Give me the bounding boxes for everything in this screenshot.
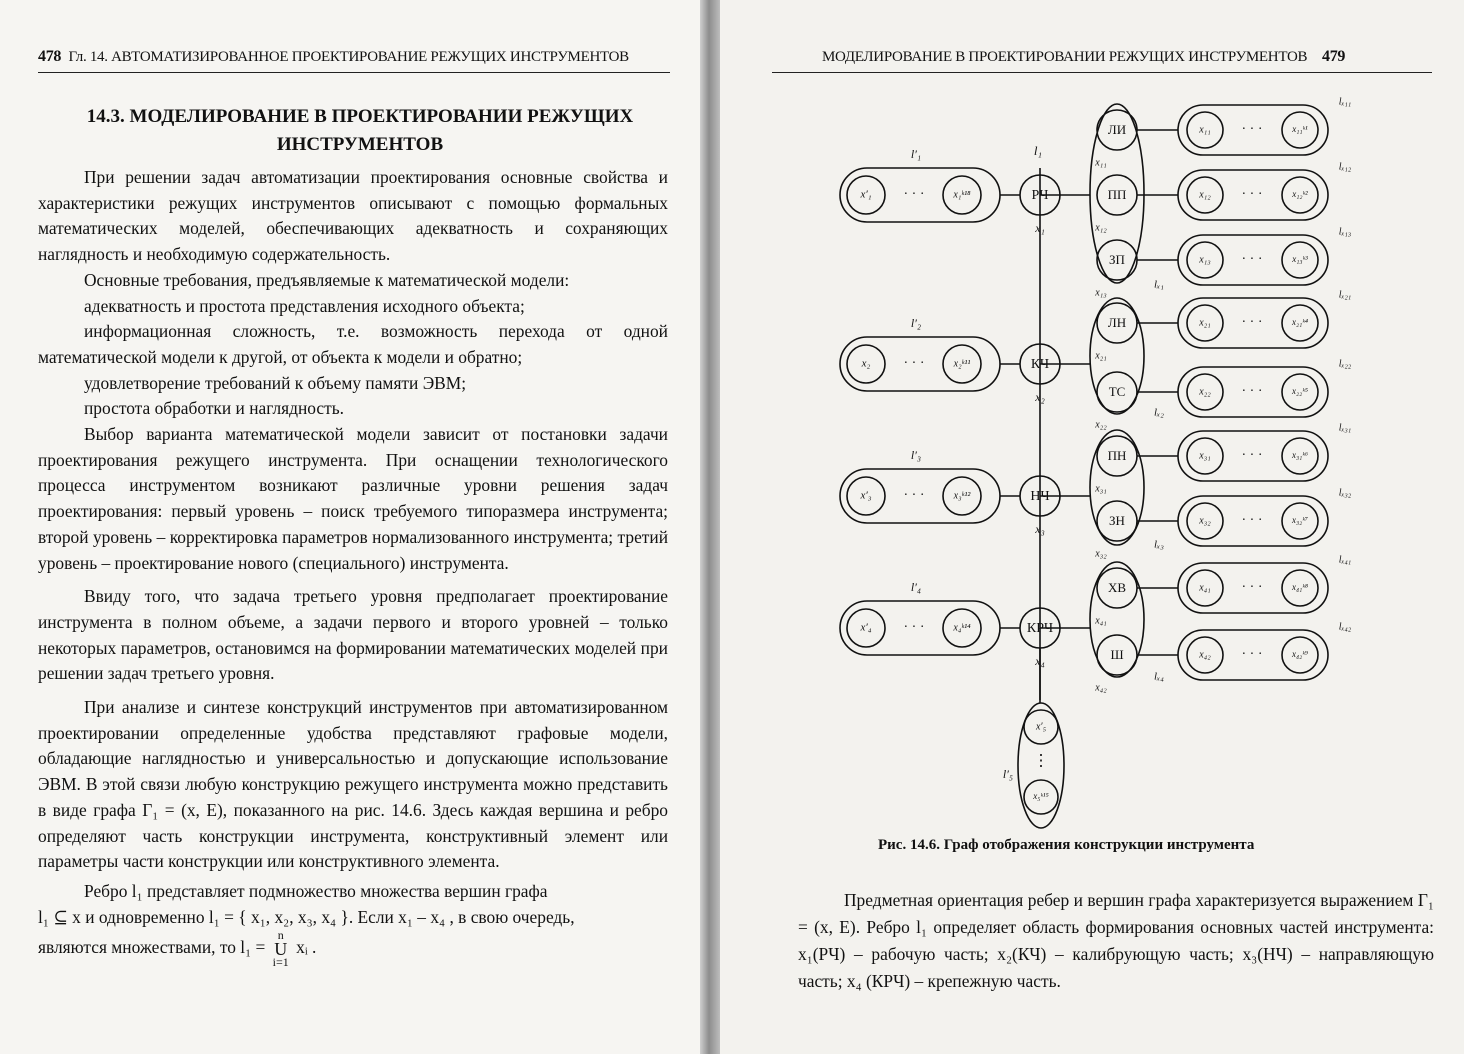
sub-node-x-label: x₂₂ xyxy=(1095,419,1107,431)
right-running-head-text: МОДЕЛИРОВАНИЕ В ПРОЕКТИРОВАНИИ РЕЖУЩИХ ИНСТРУМЕНТОВ xyxy=(822,49,1308,65)
main-edge-label: l₁ xyxy=(1033,142,1043,158)
right-group-first-label: x₂₁ xyxy=(1199,317,1211,329)
edge-line-2: l₁ ⊆ x и одновременно l₁ = { x₁, x₂, x₃, x₄ }. Если x₁ – x₄ , в свою очередь, xyxy=(38,906,575,927)
figure-caption: Рис. 14.6. Граф отображения конструкции инструмента xyxy=(878,837,1255,853)
right-group-last-label: x₄₁ᵏ⁸ xyxy=(1292,582,1308,593)
main-node-label: КЧ xyxy=(1030,357,1050,373)
right-group-first-label: x₁₃ xyxy=(1199,254,1211,266)
right-group-last-label: x₁₃ᵏ³ xyxy=(1292,254,1308,265)
right-body-text xyxy=(798,887,1434,995)
main-node-label: НЧ xyxy=(1030,489,1050,505)
union-top: n xyxy=(277,928,284,943)
main-node-label: РЧ xyxy=(1031,188,1049,204)
right-group-ellipsis: · · · xyxy=(1241,252,1263,268)
right-page-number: 479 xyxy=(1322,48,1346,65)
sub-node-x-label: x₃₁ xyxy=(1095,483,1107,495)
right-group-edge-label: lₓ₃₁ xyxy=(1338,422,1352,434)
union-sign: U xyxy=(274,939,288,960)
main-node-x-label: x₂ xyxy=(1035,389,1045,404)
right-group-edge-label: lₓ₁₃ xyxy=(1338,226,1352,238)
right-group-edge-label: lₓ₁₂ xyxy=(1338,161,1352,173)
left-group-edge-label: l′₂ xyxy=(910,315,922,330)
right-group-ellipsis: · · · xyxy=(1241,580,1263,596)
requirement-item: удовлетворение требований к объему памяти ЭВМ; xyxy=(84,372,467,393)
sub-node-label: ТС xyxy=(1108,383,1126,399)
bottom-group-first-label: x′₅ xyxy=(1035,721,1047,733)
right-group-ellipsis: · · · xyxy=(1241,384,1263,400)
bottom-group-edge-label: l′₅ xyxy=(1002,766,1014,781)
right-group-edge-label: lₓ₂₁ xyxy=(1338,289,1352,301)
sub-node-x-label: x₃₂ xyxy=(1095,548,1107,560)
right-group-first-label: x₃₂ xyxy=(1199,515,1211,527)
requirement-item: адекватность и простота представления исходного объекта; xyxy=(84,295,525,316)
right-group-first-label: x₁₂ xyxy=(1199,189,1211,201)
left-group-first-label: x′₃ xyxy=(860,489,872,502)
sub-node-label: ЛИ xyxy=(1107,121,1127,137)
sub-node-label: ЛН xyxy=(1107,314,1127,330)
right-group-first-label: x₄₁ xyxy=(1199,582,1211,594)
right-group-edge-label: lₓ₃₂ xyxy=(1338,487,1352,499)
right-group-first-label: x₂₂ xyxy=(1199,386,1211,398)
right-group-edge-label: lₓ₂₂ xyxy=(1338,358,1352,370)
right-group-last-label: x₂₁ᵏ⁴ xyxy=(1292,317,1308,328)
paragraph: При решении задач автоматизации проектирования основные свойства и характеристики режущих инструментов описывают с помощью формальных математических моделей, обеспечивающих адекватность и сохраняющих наглядность и необходимую содержательность. xyxy=(38,167,668,265)
sub-node-label: ЗН xyxy=(1109,512,1125,528)
edge-line-3-prefix: являются множествами, то l₁ = xyxy=(38,937,266,958)
right-group-ellipsis: · · · xyxy=(1241,647,1263,663)
paragraph: При анализе и синтезе конструкций инструментов при автоматизированном проектировании определенные удобства представляют графовые модели, обладающие наглядностью и универсальностью и допускающие использование ЭВМ. В этой связи любую конструкцию режущего инструмента можно представить в виде графа Γ₁ = (x, E), показанного на рис. 14.6. Здесь каждая вершина и ребро определяют часть конструкции инструмента, конструктивный элемент или параметры части конструкции или конструктивного элемента. xyxy=(38,697,668,872)
edge-line-1: Ребро l₁ представляет подмножество множества вершин графа xyxy=(84,880,548,901)
sub-node-label: ПП xyxy=(1107,186,1127,202)
right-group-ellipsis: · · · xyxy=(1241,315,1263,331)
right-group-ellipsis: · · · xyxy=(1241,448,1263,464)
main-node-x-label: x₄ xyxy=(1035,653,1045,668)
bottom-group-ellipsis: ⋮ xyxy=(1033,752,1049,770)
right-group-first-label: x₁₁ xyxy=(1199,124,1211,136)
left-group-edge-label: l′₃ xyxy=(910,447,922,462)
left-group-ellipsis: · · · xyxy=(903,488,925,504)
cluster-edge-label: lₓ₃ xyxy=(1153,538,1165,551)
left-group-first-label: x′₄ xyxy=(860,621,872,634)
right-group-last-label: x₂₂ᵏ⁵ xyxy=(1292,386,1308,397)
left-page-number: 478 xyxy=(38,48,62,65)
cluster-edge-label: lₓ₄ xyxy=(1153,670,1165,683)
left-running-head-text: Гл. 14. АВТОМАТИЗИРОВАННОЕ ПРОЕКТИРОВАНИЕ РЕЖУЩИХ ИНСТРУМЕНТОВ xyxy=(68,49,629,65)
left-group-first-label: x′₁ xyxy=(860,188,872,201)
left-group-ellipsis: · · · xyxy=(903,356,925,372)
right-group-edge-label: lₓ₄₁ xyxy=(1338,554,1352,566)
paragraph: Предметная ориентация ребер и вершин графа характеризуется выражением Γ₁ = (x, E). Ребро l₁ определяет область формирования основных частей инструмента: x₁(РЧ) – рабочую часть; x₂(КЧ) – калибрующую часть; x₃(НЧ) – направляющую часть; x₄ (КРЧ) – крепежную часть. xyxy=(798,890,1434,991)
right-group-ellipsis: · · · xyxy=(1241,513,1263,529)
sub-node-label: ХВ xyxy=(1107,579,1127,595)
right-group-last-label: x₃₁ᵏ⁶ xyxy=(1292,450,1308,461)
requirement-item: информационная сложность, т.е. возможность перехода от одной математической модели к другой, от объекта к модели и обратно; xyxy=(38,321,668,367)
paragraph: Выбор варианта математической модели зависит от постановки задачи проектирования режущего инструмента. При оснащении технологического процесса инструментом возникают различные уровни решения задач проектирования: первый уровень – поиск требуемого типоразмера инструмента; второй уровень – корректировка параметров нормализованного инструмента; третий уровень – проектирование нового (специального) инструмента. xyxy=(38,424,668,573)
right-group-first-label: x₄₂ xyxy=(1199,649,1211,661)
right-group-edge-label: lₓ₄₂ xyxy=(1338,621,1352,633)
left-group-ellipsis: · · · xyxy=(903,620,925,636)
right-group-edge-label: lₓ₁₁ xyxy=(1338,96,1352,108)
main-node-x-label: x₃ xyxy=(1035,521,1045,536)
cluster-edge-label: lₓ₁ xyxy=(1153,278,1165,291)
edge-line-3-suffix: xᵢ . xyxy=(296,937,317,958)
left-group-edge-label: l′₄ xyxy=(910,579,922,594)
left-group-last-label: x₄ᵏ¹⁴ xyxy=(953,622,971,634)
union-bottom: i=1 xyxy=(272,955,289,970)
bottom-group-last-label: x₅ᵏ¹⁵ xyxy=(1033,791,1049,802)
section-title: 14.3. МОДЕЛИРОВАНИЕ В ПРОЕКТИРОВАНИИ РЕЖУЩИХ ИНСТРУМЕНТОВ xyxy=(86,106,634,155)
paragraph: Ввиду того, что задача третьего уровня предполагает проектирование инструмента в полном объеме, а задачи первого и второго уровней – только некоторых параметров, остановимся на формировании математических моделей при решении задач третьего уровня. xyxy=(38,586,668,684)
right-group-last-label: x₄₂ᵏ⁹ xyxy=(1292,649,1308,660)
sub-node-label: ПН xyxy=(1107,447,1127,463)
sub-node-label: Ш xyxy=(1110,646,1124,662)
left-group-ellipsis: · · · xyxy=(903,187,925,203)
main-node-x-label: x₁ xyxy=(1035,220,1045,235)
cluster-edge-label: lₓ₂ xyxy=(1153,406,1165,419)
right-group-first-label: x₃₁ xyxy=(1199,450,1211,462)
right-group-ellipsis: · · · xyxy=(1241,122,1263,138)
left-group-last-label: x₃ᵏ¹² xyxy=(953,490,971,502)
requirement-item: простота обработки и наглядность. xyxy=(84,398,345,419)
sub-node-x-label: x₄₂ xyxy=(1095,682,1107,694)
sub-node-x-label: x₂₁ xyxy=(1095,350,1107,362)
sub-node-x-label: x₄₁ xyxy=(1095,615,1107,627)
sub-node-x-label: x₁₃ xyxy=(1095,287,1107,299)
main-node-label: КРЧ xyxy=(1026,621,1054,637)
sub-node-label: ЗП xyxy=(1109,251,1125,267)
left-group-last-label: x₂ᵏ¹¹ xyxy=(953,358,971,370)
right-group-last-label: x₁₁ᵏ¹ xyxy=(1292,124,1308,135)
right-group-last-label: x₃₂ᵏ⁷ xyxy=(1292,515,1308,526)
sub-node-x-label: x₁₂ xyxy=(1095,222,1107,234)
right-group-ellipsis: · · · xyxy=(1241,187,1263,203)
left-group-first-label: x₂ xyxy=(861,357,871,370)
left-group-last-label: x₁ᵏ¹⁸ xyxy=(953,189,971,201)
sub-node-x-label: x₁₁ xyxy=(1095,157,1107,169)
paragraph: Основные требования, предъявляемые к математической модели: xyxy=(84,269,570,290)
right-group-last-label: x₁₂ᵏ² xyxy=(1292,189,1308,200)
left-group-edge-label: l′₁ xyxy=(910,146,922,161)
